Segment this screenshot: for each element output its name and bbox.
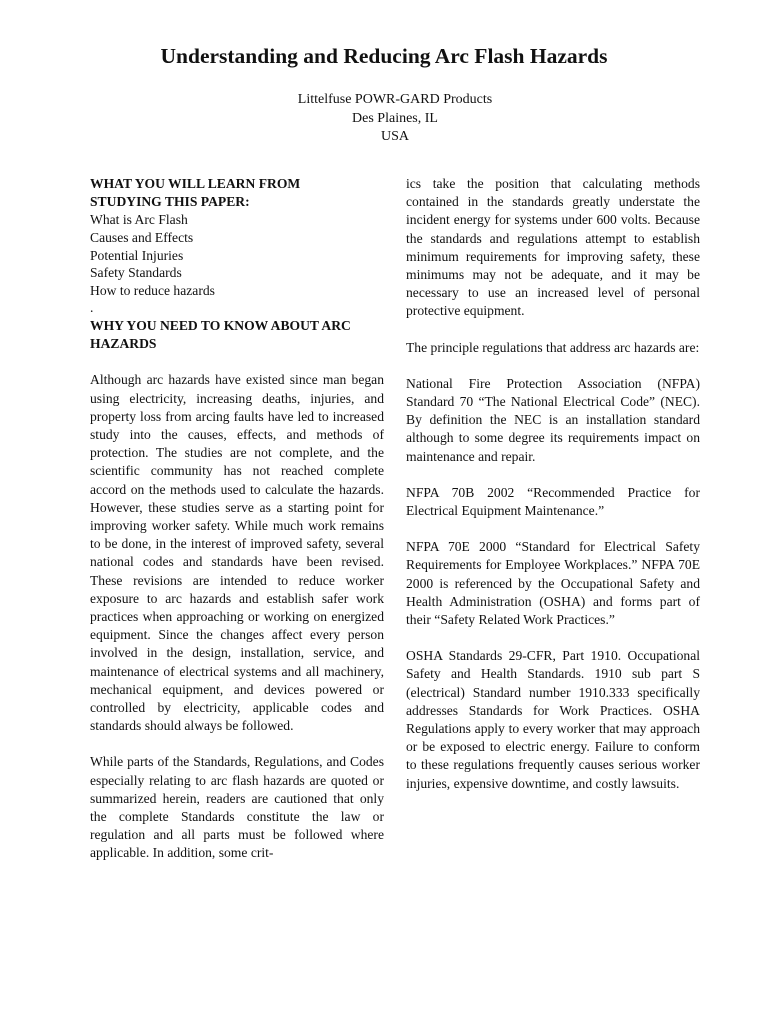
why-heading-line: WHY YOU NEED TO KNOW ABOUT ARC — [90, 317, 351, 333]
body-paragraph: While parts of the Standards, Regulations, and Codes especially relating to arc flash hazards are quoted or summarized herein, readers are cautioned that only the complete Standards constitute the law or regulation and all parts must be followed where applicable. In addition, some crit- — [90, 754, 384, 861]
body-paragraph: NFPA 70E 2000 “Standard for Electrical Safety Requirements for Employee Workplaces.” NFPA 70E 2000 is referenced by the Occupational Safety and Health Administration (OSHA) and forms part of their “Safety Related Work Practices.” — [406, 539, 700, 628]
right-column — [406, 175, 700, 811]
left-column — [90, 175, 384, 881]
list-item: . — [90, 300, 94, 316]
affiliation-country: USA — [380, 129, 409, 144]
list-item: Safety Standards — [90, 265, 182, 281]
body-paragraph: ics take the position that calculating methods contained in the standards greatly understate the incident energy for systems under 600 volts. Because the standards and regulations attempt to establish minimum requirements for improving safety, these minimums may not be adequate, and it may be necessary to use an increased level of personal protective equipment. — [406, 176, 700, 319]
affiliation-city: Des Plaines, IL — [352, 110, 438, 126]
body-paragraph: Although arc hazards have existed since man began using electricity, increasing deaths, injuries, and property loss from arcing faults have led to increased study into the causes, effects, and methods of protection. The studies are not complete, and the scientific community has not reached complete accord on the methods used to calculate the hazards. However, these studies serve as a starting point for improving worker safety. While much work remains to be done, in the interest of improved safety, several national codes and standards have been revised. These revisions are intended to reduce worker exposure to arc hazards and establish safer work practices when approaching or working on energized equipment. Since the changes affect every person involved in the design, installation, service, and maintenance of electrical systems and all machinery, mechanical equipment, and devices powered or controlled by electricity, applicable codes and standards should always be followed. — [90, 372, 384, 734]
list-item: Potential Injuries — [90, 247, 184, 263]
why-heading-line: HAZARDS — [90, 336, 157, 352]
why-heading — [90, 317, 384, 353]
list-item: How to reduce hazards — [90, 282, 215, 298]
learn-heading-line: STUDYING THIS PAPER: — [90, 194, 250, 210]
list-item: Causes and Effects — [90, 230, 194, 245]
learn-heading — [90, 175, 384, 211]
list-item: What is Arc Flash — [90, 212, 188, 228]
author-affiliation — [0, 91, 768, 147]
document-title: Understanding and Reducing Arc Flash Hazards — [160, 44, 608, 68]
body-paragraph: National Fire Protection Association (NFPA) Standard 70 “The National Electrical Code” (NEC). By definition the NEC is an installation standard although to some degree its requirements impact on maintenance and repair. — [406, 375, 700, 464]
body-paragraph: NFPA 70B 2002 “Recommended Practice for Electrical Equipment Maintenance.” — [406, 484, 700, 519]
body-paragraph: OSHA Standards 29-CFR, Part 1910. Occupational Safety and Health Standards. 1910 sub part S (electrical) Standard number 1910.333 specifically addresses Standards for Work Practices. OSHA Regulations apply to every worker that may approach or be exposed to electric energy. Failure to conform to these regulations frequently causes serious worker injuries, expensive downtime, and costly lawsuits. — [406, 648, 700, 791]
body-paragraph: The principle regulations that address arc hazards are: — [406, 339, 700, 355]
learn-heading-line: WHAT YOU WILL LEARN FROM — [90, 176, 301, 191]
affiliation-organization: Littelfuse POWR-GARD Products — [297, 92, 493, 107]
learn-list — [90, 211, 384, 317]
